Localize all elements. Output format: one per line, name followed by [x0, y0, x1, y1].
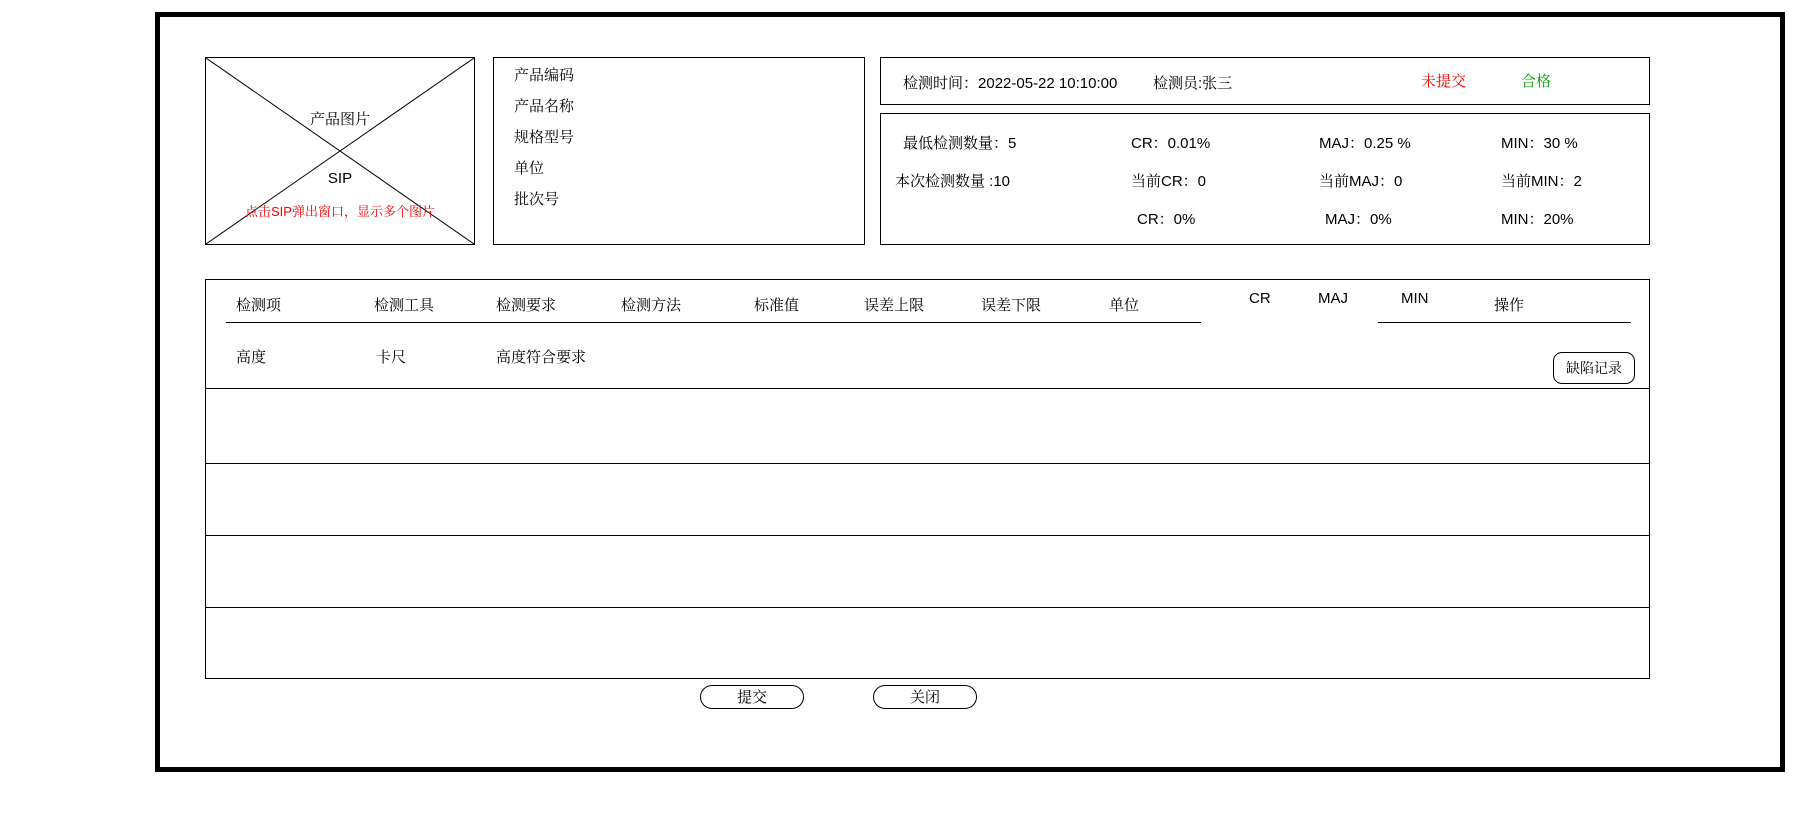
inspection-time-label: 检测时间：: [903, 75, 979, 92]
col-inspection-tool: 检测工具: [374, 297, 435, 314]
header-section: [160, 17, 1780, 242]
stat-min-limit: MIN：30 %: [1501, 135, 1578, 152]
table-row[interactable]: [206, 322, 1649, 388]
inspection-meta-panel: [880, 57, 1650, 105]
table-row[interactable]: [206, 388, 1649, 463]
table-row[interactable]: [206, 463, 1649, 535]
inspection-stats-panel: [880, 113, 1650, 245]
sip-note: 点击SIP弹出窗口，显示多个图片: [245, 204, 435, 219]
inspection-time-value: 2022-05-22 10:10:00: [978, 75, 1118, 92]
inspector-label: 检测员:: [1153, 75, 1203, 92]
col-min: MIN: [1401, 290, 1429, 307]
close-button[interactable]: 关闭: [873, 685, 977, 709]
submit-status-badge: 未提交: [1421, 73, 1467, 90]
submit-button[interactable]: 提交: [700, 685, 804, 709]
stat-maj-limit: MAJ：0.25 %: [1319, 135, 1411, 152]
cell-inspection-req: 高度符合要求: [496, 349, 587, 366]
stat-current-maj: 当前MAJ：0: [1319, 173, 1403, 190]
col-maj: MAJ: [1318, 290, 1348, 307]
col-tolerance-lower: 误差下限: [981, 297, 1042, 314]
cell-inspection-tool: 卡尺: [376, 349, 407, 366]
field-batch-no: 批次号: [514, 191, 560, 208]
field-product-name: 产品名称: [514, 98, 575, 115]
table-header-row: [206, 280, 1649, 322]
sip-link[interactable]: SIP: [327, 170, 353, 187]
field-spec-model: 规格型号: [514, 129, 575, 146]
result-status-badge: 合格: [1521, 73, 1552, 90]
col-tolerance-upper: 误差上限: [864, 297, 925, 314]
col-inspection-method: 检测方法: [621, 297, 682, 314]
product-image-placeholder[interactable]: [205, 57, 475, 245]
inspector-value: 张三: [1202, 75, 1233, 92]
row-divider-partial-left: [536, 463, 1206, 464]
col-standard-value: 标准值: [754, 297, 800, 314]
stat-cr-limit: CR：0.01%: [1131, 135, 1211, 152]
dialog-footer: [160, 679, 1780, 721]
field-unit: 单位: [514, 160, 545, 177]
product-fields-panel: [493, 57, 865, 245]
col-cr: CR: [1249, 290, 1271, 307]
product-image-label: 产品图片: [309, 111, 370, 128]
inspection-items-table: [205, 279, 1650, 679]
stat-cr-pct: CR：0%: [1137, 211, 1196, 228]
col-inspection-item: 检测项: [236, 297, 282, 314]
stat-current-qty: 本次检测数量 :10: [895, 173, 1011, 190]
col-inspection-req: 检测要求: [496, 297, 557, 314]
col-operation: 操作: [1494, 297, 1525, 314]
table-row[interactable]: [206, 607, 1649, 678]
inspection-time: [903, 72, 1117, 93]
stat-min-qty: 最低检测数量：5: [903, 135, 1017, 152]
defect-record-button[interactable]: 缺陷记录: [1553, 352, 1635, 384]
stat-current-min: 当前MIN：2: [1501, 173, 1582, 190]
cell-inspection-item: 高度: [236, 349, 267, 366]
field-product-code: 产品编码: [514, 67, 575, 84]
inspector: [1153, 72, 1232, 93]
stat-min-pct: MIN：20%: [1501, 211, 1574, 228]
row-divider-partial-right: [1378, 463, 1631, 464]
col-unit: 单位: [1109, 297, 1140, 314]
stat-maj-pct: MAJ：0%: [1325, 211, 1392, 228]
stat-current-cr: 当前CR：0: [1131, 173, 1207, 190]
inspection-dialog: [155, 12, 1785, 772]
table-row[interactable]: [206, 535, 1649, 607]
